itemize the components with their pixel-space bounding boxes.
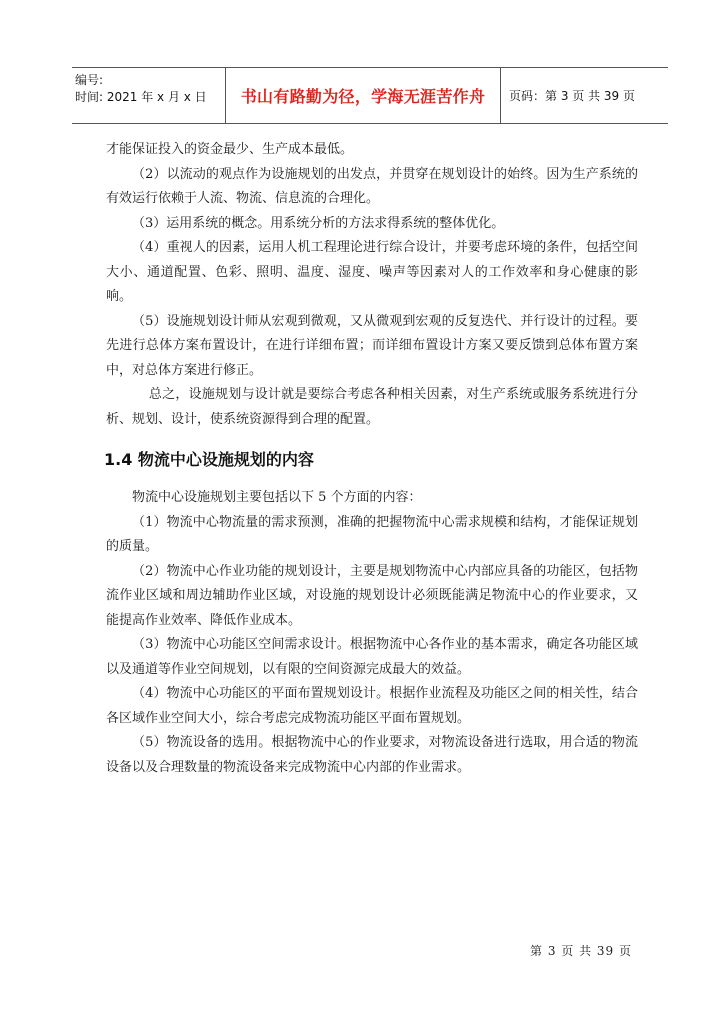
paragraph-item-4: （4）物流中心功能区的平面布置规划设计。根据作业流程及功能区之间的相关性，结合各区域作业空间大小，综合考虑完成物流功能区平面布置规划。 — [106, 686, 638, 726]
document-date: 时间: 2021 年 x 月 x 日 — [75, 90, 207, 104]
paragraph-summary: 总之，设施规划与设计就是要综合考虑各种相关因素，对生产系统或服务系统进行分析、规划、设计，使系统资源得到合理的配置。 — [106, 387, 638, 427]
header-page-info: 页码：第 3 页 共 39 页 — [509, 89, 635, 103]
paragraph-item-3: （3）物流中心功能区空间需求设计。根据物流中心各作业的基本需求，确定各功能区域以及通道等作业空间规划，以有限的空间资源完成最大的效益。 — [106, 637, 638, 677]
paragraph-principle-4: （4）重视人的因素，运用人机工程理论进行综合设计，并要考虑环境的条件，包括空间大小、通道配置、色彩、照明、温度、湿度、噪声等因素对人的工作效率和身心健康的影响。 — [106, 240, 638, 304]
section-heading: 1.4 物流中心设施规划的内容 — [104, 450, 314, 469]
paragraph-intro: 物流中心设施规划主要包括以下 5 个方面的内容： — [132, 490, 422, 505]
paragraph-continuation: 才能保证投入的资金最少、生产成本最低。 — [106, 142, 354, 157]
document-body — [106, 138, 638, 780]
paragraph-principle-3: （3）运用系统的概念。用系统分析的方法求得系统的整体优化。 — [132, 215, 505, 231]
page-header — [72, 67, 668, 124]
paragraph-principle-5: （5）设施规划设计师从宏观到微观，又从微观到宏观的反复迭代、并行设计的过程。要先进行总体方案布置设计，在进行详细布置；而详细布置设计方案又要反馈到总体布置方案中，对总体方案进行修正。 — [106, 313, 638, 378]
paragraph-item-2: （2）物流中心作业功能的规划设计，主要是规划物流中心内部应具备的功能区，包括物流作业区域和周边辅助作业区域，对设施的规划设计必须既能满足物流中心的作业要求，又能提高作业效率、降低作业成本。 — [106, 563, 638, 628]
document-number-label: 编号: — [75, 73, 104, 87]
page-footer-number: 第 3 页 共 39 页 — [530, 944, 632, 958]
paragraph-item-5: （5）物流设备的选用。根据物流中心的作业要求，对物流设备进行选取，用合适的物流设备以及合理数量的物流设备来完成物流中心内部的作业需求。 — [106, 735, 638, 775]
header-meta — [72, 68, 225, 123]
header-motto: 书山有路勤为径，学海无涯苦作舟 — [225, 68, 501, 123]
paragraph-principle-2: （2）以流动的观点作为设施规划的出发点，并贯穿在规划设计的始终。因为生产系统的有效运行依赖于人流、物流、信息流的合理化。 — [106, 166, 638, 206]
paragraph-item-1: （1）物流中心物流量的需求预测，准确的把握物流中心需求规模和结构，才能保证规划的质量。 — [106, 514, 638, 554]
